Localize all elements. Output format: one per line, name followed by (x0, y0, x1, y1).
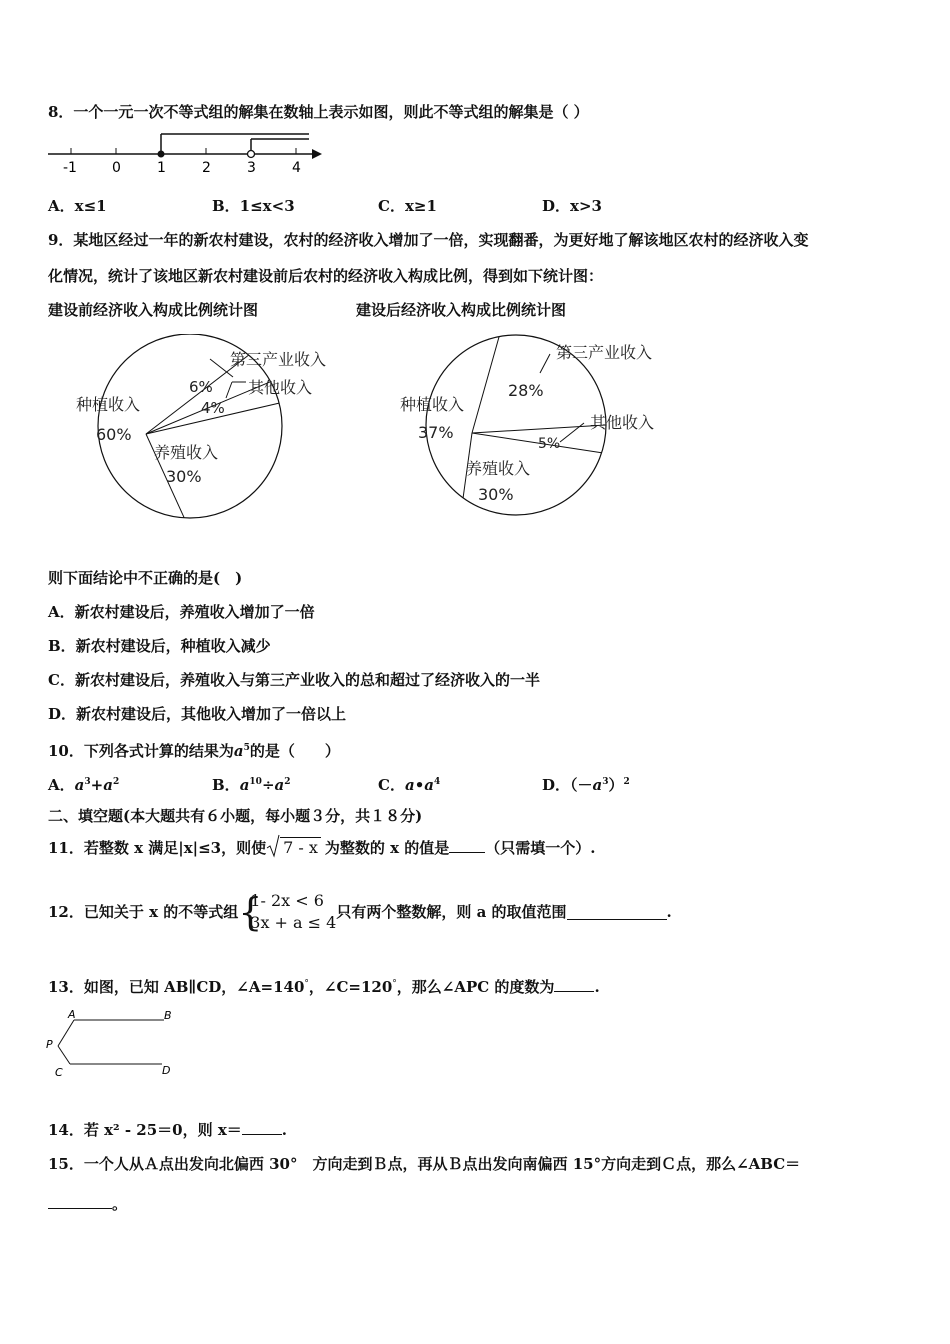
pie-chart-before (40, 334, 360, 534)
q9-question: 则下面结论中不正确的是( ) (48, 569, 243, 587)
q11-answer-blank (449, 838, 485, 853)
q13-label-b: B (164, 1009, 172, 1022)
section-2-heading: 二、填空题(本大题共有６小题，每小题３分，共１８分) (48, 807, 423, 825)
q8-closed-point (158, 151, 165, 158)
q8-tick-label: 4 (292, 160, 301, 176)
leader-line-tertiary-after (540, 354, 550, 373)
leader-line-other-after (560, 423, 584, 442)
q8-option-d: D．x>3 (542, 197, 602, 215)
q8-stem: 8．一个一元一次不等式组的解集在数轴上表示如图，则此不等式组的解集是（ ） (48, 103, 589, 121)
pie-after-label-breeding: 养殖收入 (466, 459, 531, 478)
q8-tick-label: 2 (202, 160, 211, 176)
pie-before-label-breeding: 养殖收入 (154, 443, 219, 462)
q9-stem-line1: 9．某地区经过一年的新农村建设，农村的经济收入增加了一倍，实现翻番，为更好地了解该地区农村的经济收入变 (48, 231, 809, 249)
q8-number-line (44, 130, 334, 178)
leader-line-other-before (226, 382, 232, 398)
q12-inequality-system: { 1- 2x < 6 3x + a ≤ 4 (238, 890, 337, 934)
pie-after-value-tertiary: 28% (508, 381, 544, 400)
q13-answer-blank (554, 977, 594, 992)
q13-label-d: D (162, 1064, 171, 1077)
chart-title-before: 建设前经济收入构成比例统计图 (48, 301, 259, 319)
pie-after-value-other: 5% (538, 436, 561, 452)
pie-before-label-planting: 种植收入 (76, 395, 141, 414)
q13-label-c: C (55, 1066, 63, 1079)
q15-stem-line1: 15．一个人从Ａ点出发向北偏西 30° 方向走到Ｂ点，再从Ｂ点出发向南偏西 15°方向走到Ｃ点，那么∠ABC＝ (48, 1155, 801, 1173)
pie-before-label-other: 其他收入 (248, 378, 313, 397)
q8-tick-label: -1 (63, 160, 77, 176)
q8-option-b: B．1≤x<3 (212, 197, 295, 215)
q15-stem-line2: 。 (48, 1194, 127, 1214)
q11-sqrt: 7 - x (266, 838, 325, 858)
q8-option-a: A．x≤1 (48, 197, 107, 215)
pie-before-value-other: 4% (201, 399, 225, 417)
q10-option-a: A．$a^3+a^2$ (48, 776, 120, 794)
q10-option-b: B．$a^{10}\div a^2$ (212, 776, 291, 794)
pie-before-value-breeding: 30% (166, 467, 202, 486)
q12-answer-blank (567, 905, 667, 920)
pie-before-label-tertiary: 第三产业收入 (230, 350, 327, 369)
pie-before-value-planting: 60% (96, 425, 132, 444)
q8-tick-label: 1 (157, 160, 166, 176)
q9-option-b: B．新农村建设后，种植收入减少 (48, 637, 271, 655)
q8-tick-label: 3 (247, 160, 256, 176)
q9-stem-line2: 化情况，统计了该地区新农村建设前后农村的经济收入构成比例，得到如下统计图： (48, 267, 604, 285)
pie-after-value-planting: 37% (418, 423, 454, 442)
q9-option-d: D．新农村建设后，其他收入增加了一倍以上 (48, 705, 347, 723)
q10-stem: 10．下列各式计算的结果为$a^5$的是（ ） (48, 742, 340, 760)
pie-chart-after (380, 330, 700, 530)
pie-after-slice-tertiary (472, 425, 606, 433)
q14-answer-blank (242, 1120, 282, 1135)
q12-stem: 12．已知关于 x 的不等式组 { 1- 2x < 6 3x + a ≤ 4 只有两个整数解，则 a 的取值范围 . (48, 890, 672, 934)
q13-label-a: A (68, 1008, 76, 1021)
pie-after-label-planting: 种植收入 (400, 395, 465, 414)
q13-figure (44, 1006, 184, 1080)
q13-stem: 13．如图，已知 AB∥CD，∠A=140°，∠C=120°，那么∠APC 的度数为 . (48, 978, 600, 996)
q14-stem: 14．若 x² - 25＝0，则 x＝ . (48, 1121, 287, 1139)
q13-label-p: P (46, 1038, 53, 1051)
q10-option-c: C．$a•a^4$ (378, 776, 441, 794)
q8-open-point (248, 151, 255, 158)
q9-option-c: C．新农村建设后，养殖收入与第三产业收入的总和超过了经济收入的一半 (48, 671, 540, 689)
q10-option-d: D．$(-a^3)^2$ (542, 776, 630, 794)
pie-after-slice-breeding (472, 337, 499, 433)
q8-tick-label: 0 (112, 160, 121, 176)
q11-stem: 11．若整数 x 满足|x|≤3，则使 7 - x 为整数的 x 的值是 （只需填一个）. (48, 838, 596, 858)
pie-before-value-tertiary: 6% (189, 378, 213, 396)
q9-option-a: A．新农村建设后，养殖收入增加了一倍 (48, 603, 315, 621)
pie-after-label-tertiary: 第三产业收入 (556, 343, 653, 362)
q15-answer-blank (48, 1194, 112, 1209)
pie-after-value-breeding: 30% (478, 485, 514, 504)
chart-title-after: 建设后经济收入构成比例统计图 (356, 301, 567, 319)
q8-option-c: C．x≥1 (378, 197, 437, 215)
pie-after-slice-other (472, 433, 602, 453)
pie-after-label-other: 其他收入 (590, 413, 655, 432)
